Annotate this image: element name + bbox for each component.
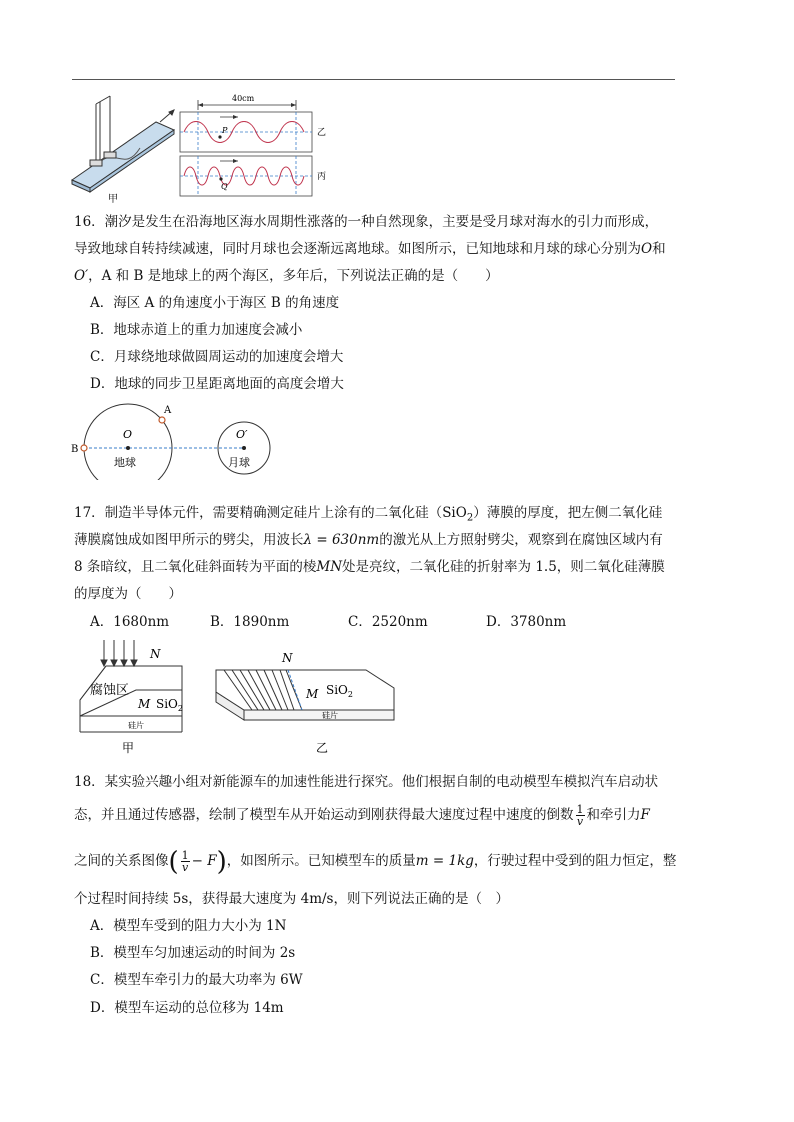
q16-o-symbol: O [641, 241, 653, 257]
q17-option-b: B．1890nm [210, 614, 290, 630]
label-wafer-right: 硅片 [322, 711, 338, 720]
q17-line1: 17．制造半导体元件，需要精确测定硅片上涂有的二氧化硅（SiO$_2$）薄膜的厚度，把左侧二氧化硅 [74, 505, 663, 524]
q16-option-d: D．地球的同步卫星距离地面的高度会增大 [90, 376, 344, 392]
q17-option-c: C．2520nm [348, 614, 428, 630]
label-corrosion: 腐蚀区 [90, 683, 130, 698]
q18-option-d: D．模型车运动的总位移为 14m [90, 1000, 284, 1016]
q18-mass: m = 1kg [415, 853, 474, 869]
label-sio2-right: SiO$_2$ [326, 683, 353, 699]
caption-yi: 乙 [316, 741, 329, 755]
point-p: P [222, 126, 228, 135]
label-earth: 地球 [114, 456, 136, 469]
q17-line2: 薄膜腐蚀成如图甲所示的劈尖，用波长λ = 630nm的激光从上方照射劈尖，观察到在腐蚀区域内有 [74, 532, 663, 548]
q16-line3: O′，A 和 B 是地球上的两个海区，多年后，下列说法正确的是（ ） [74, 268, 499, 284]
q18-f-symbol: F [640, 807, 650, 823]
q18-line2: 态，并且通过传感器，绘制了模型车从开始运动到刚获得最大速度过程中速度的倒数 $\frac{1}{v}$ 和牵引力F [74, 803, 650, 828]
apparatus-caption: 甲 [108, 194, 118, 205]
q18-option-c: C．模型车牵引力的最大功率为 6W [90, 972, 303, 988]
label-wafer-left: 硅片 [128, 721, 144, 730]
q17-option-d: D．3780nm [486, 614, 567, 630]
wedge-3d-view [216, 670, 394, 720]
label-moon: 月球 [228, 456, 250, 469]
q16-line2: 导致地球自转持续减速，同时月球也会逐渐远离地球。如图所示，已知地球和月球的球心分别为O和 [74, 241, 666, 257]
label-n-left: N [150, 647, 161, 661]
point-b-marker [81, 445, 87, 451]
q16-option-b: B．地球赤道上的重力加速度会减小 [90, 322, 303, 338]
q16-line1: 16．潮汐是发生在沿海地区海水周期性涨落的一种自然现象，主要是受月球对海水的引力而形成， [74, 214, 659, 230]
q16-option-a: A．海区 A 的角速度小于海区 B 的角速度 [90, 295, 340, 311]
point-a-marker [159, 417, 165, 423]
apparatus-drawing [72, 96, 174, 192]
row-label-bing: 丙 [317, 172, 327, 182]
label-m-right: M [306, 687, 319, 701]
header-rule [72, 79, 675, 80]
label-n-right: N [282, 651, 293, 665]
q18-line4: 个过程时间持续 5s，获得最大速度为 4m/s，则下列说法正确的是（ ） [74, 891, 509, 907]
label-m-left: M [138, 697, 151, 711]
wedge-figure [76, 640, 396, 760]
q17-line4: 的厚度为（ ） [74, 586, 182, 602]
label-sio2-left: SiO$_2$ [156, 697, 183, 713]
label-o: O [123, 428, 133, 441]
q17-mn: MN [316, 559, 343, 575]
label-o2: O′ [236, 428, 248, 441]
q16-option-c: C．月球绕地球做圆周运动的加速度会增大 [90, 349, 344, 365]
label-b: B [71, 444, 79, 455]
caption-jia: 甲 [122, 741, 135, 755]
q18-line3: 之间的关系图像( $\frac{1}{v}$ − F)，如图所示。已知模型车的质量m = 1kg，行驶过程中受到的阻力恒定，整 [74, 846, 677, 877]
q18-line1: 18．某实验兴趣小组对新能源车的加速性能进行探究。他们根据自制的电动模型车模拟汽车启动状 [74, 774, 659, 790]
q17-option-a: A．1680nm [90, 614, 170, 630]
q18-option-b: B．模型车匀加速运动的时间为 2s [90, 945, 296, 961]
q18-option-a: A．模型车受到的阻力大小为 1N [90, 918, 287, 934]
earth-moon-figure [68, 400, 288, 480]
wave-figure [70, 88, 340, 206]
q18-fraction: $\frac{1}{v}$ [576, 803, 584, 828]
point-q: Q [221, 182, 228, 191]
q17-lambda: λ = 630nm [303, 532, 380, 548]
q17-line3: 8 条暗纹，且二氧化硅斜面转为平面的棱MN处是亮纹，二氧化硅的折射率为 1.5，则二氧化硅薄膜 [74, 559, 665, 575]
label-a: A [164, 405, 172, 416]
q16-o2-symbol: O′ [74, 268, 89, 284]
row-label-yi: 乙 [317, 128, 327, 138]
q18-paren-fraction: $\frac{1}{v}$ [181, 849, 189, 874]
ruler-label: 40cm [232, 94, 255, 103]
